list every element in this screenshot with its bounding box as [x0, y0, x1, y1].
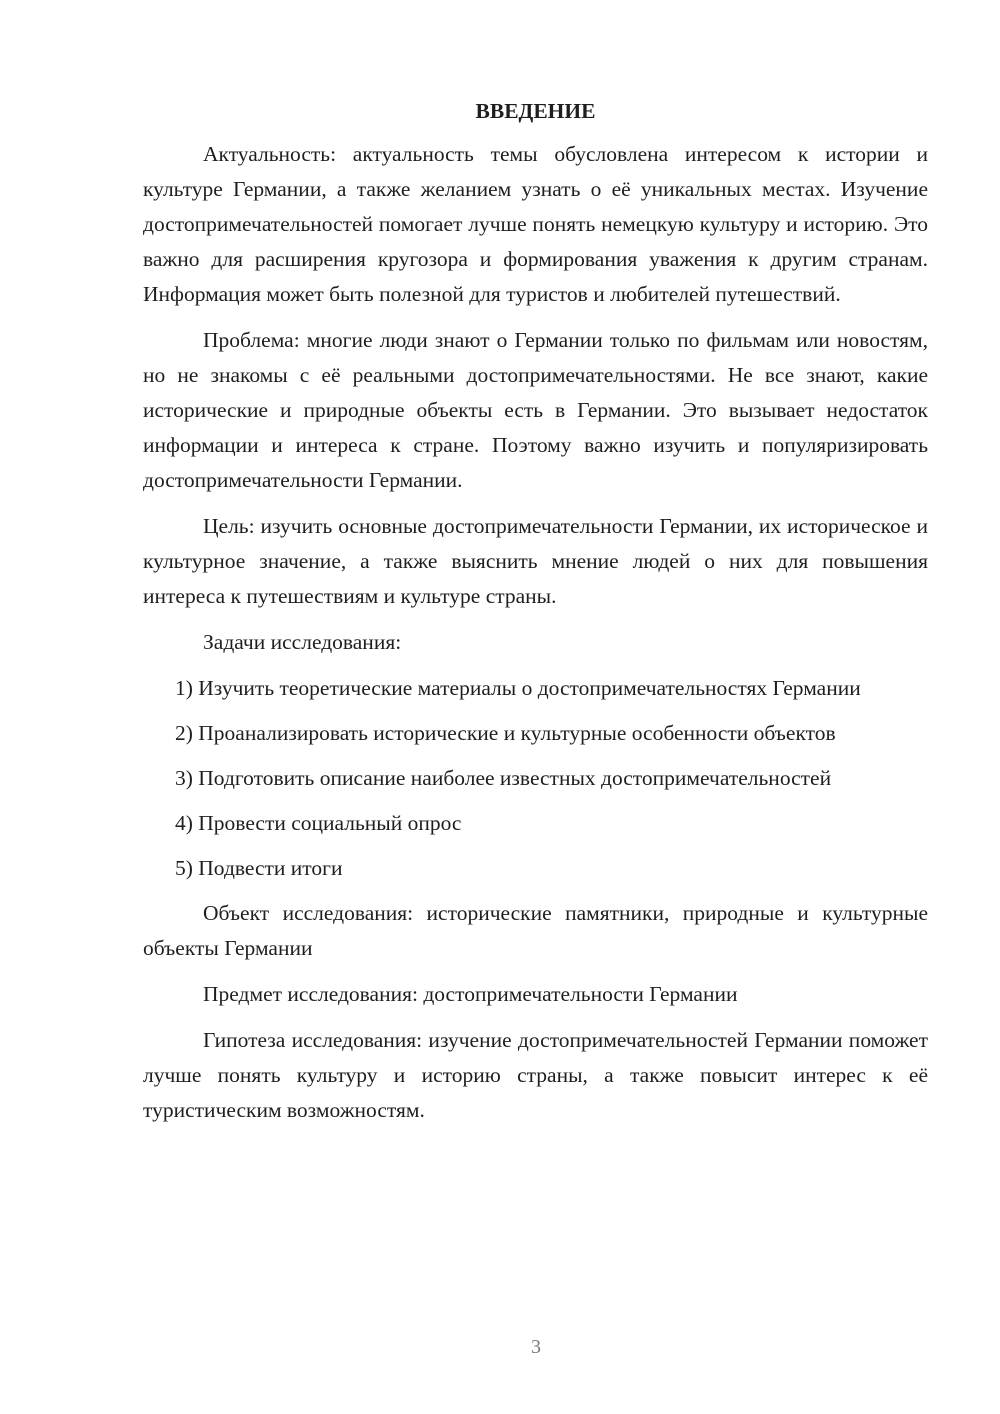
task-item: 3) Подготовить описание наиболее известных достопримечательностей [175, 766, 832, 790]
task-item: 1) Изучить теоретические материалы о достопримечательностях Германии [175, 676, 861, 700]
object-paragraph: Объект исследования: исторические памятники, природные и культурные объекты Германии [143, 901, 928, 960]
task-item: 4) Провести социальный опрос [175, 811, 462, 835]
tasks-list [143, 671, 928, 886]
subject-paragraph: Предмет исследования: достопримечательности Германии [203, 982, 738, 1006]
document-title: ВВЕДЕНИЕ [475, 99, 596, 123]
task-item: 5) Подвести итоги [175, 856, 343, 880]
problem-paragraph: Проблема: многие люди знают о Германии только по фильмам или новостям, но не знакомы с её реальными достопримечательностями. Не все знают, какие исторические и природные объекты есть в Германии. Это вызывает недостаток информации и интереса к стране. Поэтому важно изучить и популяризировать достопримечательности Германии. [143, 328, 928, 492]
relevance-paragraph: Актуальность: актуальность темы обусловлена интересом к истории и культуре Германии, а также желанием узнать о её уникальных местах. Изучение достопримечательностей помогает лучше понять немецкую культуру и историю. Это важно для расширения кругозора и формирования уважения к другим странам. Информация может быть полезной для туристов и любителей путешествий. [143, 142, 928, 306]
page-number: 3 [531, 1336, 541, 1358]
tasks-heading: Задачи исследования: [203, 630, 402, 654]
document-page [143, 94, 928, 1128]
task-item: 2) Проанализировать исторические и культурные особенности объектов [175, 721, 836, 745]
goal-paragraph: Цель: изучить основные достопримечательности Германии, их историческое и культурное значение, а также выяснить мнение людей о них для повышения интереса к путешествиям и культуре страны. [143, 514, 928, 608]
hypothesis-paragraph: Гипотеза исследования: изучение достопримечательностей Германии поможет лучше понять культуру и историю страны, а также повысит интерес к её туристическим возможностям. [143, 1028, 928, 1122]
